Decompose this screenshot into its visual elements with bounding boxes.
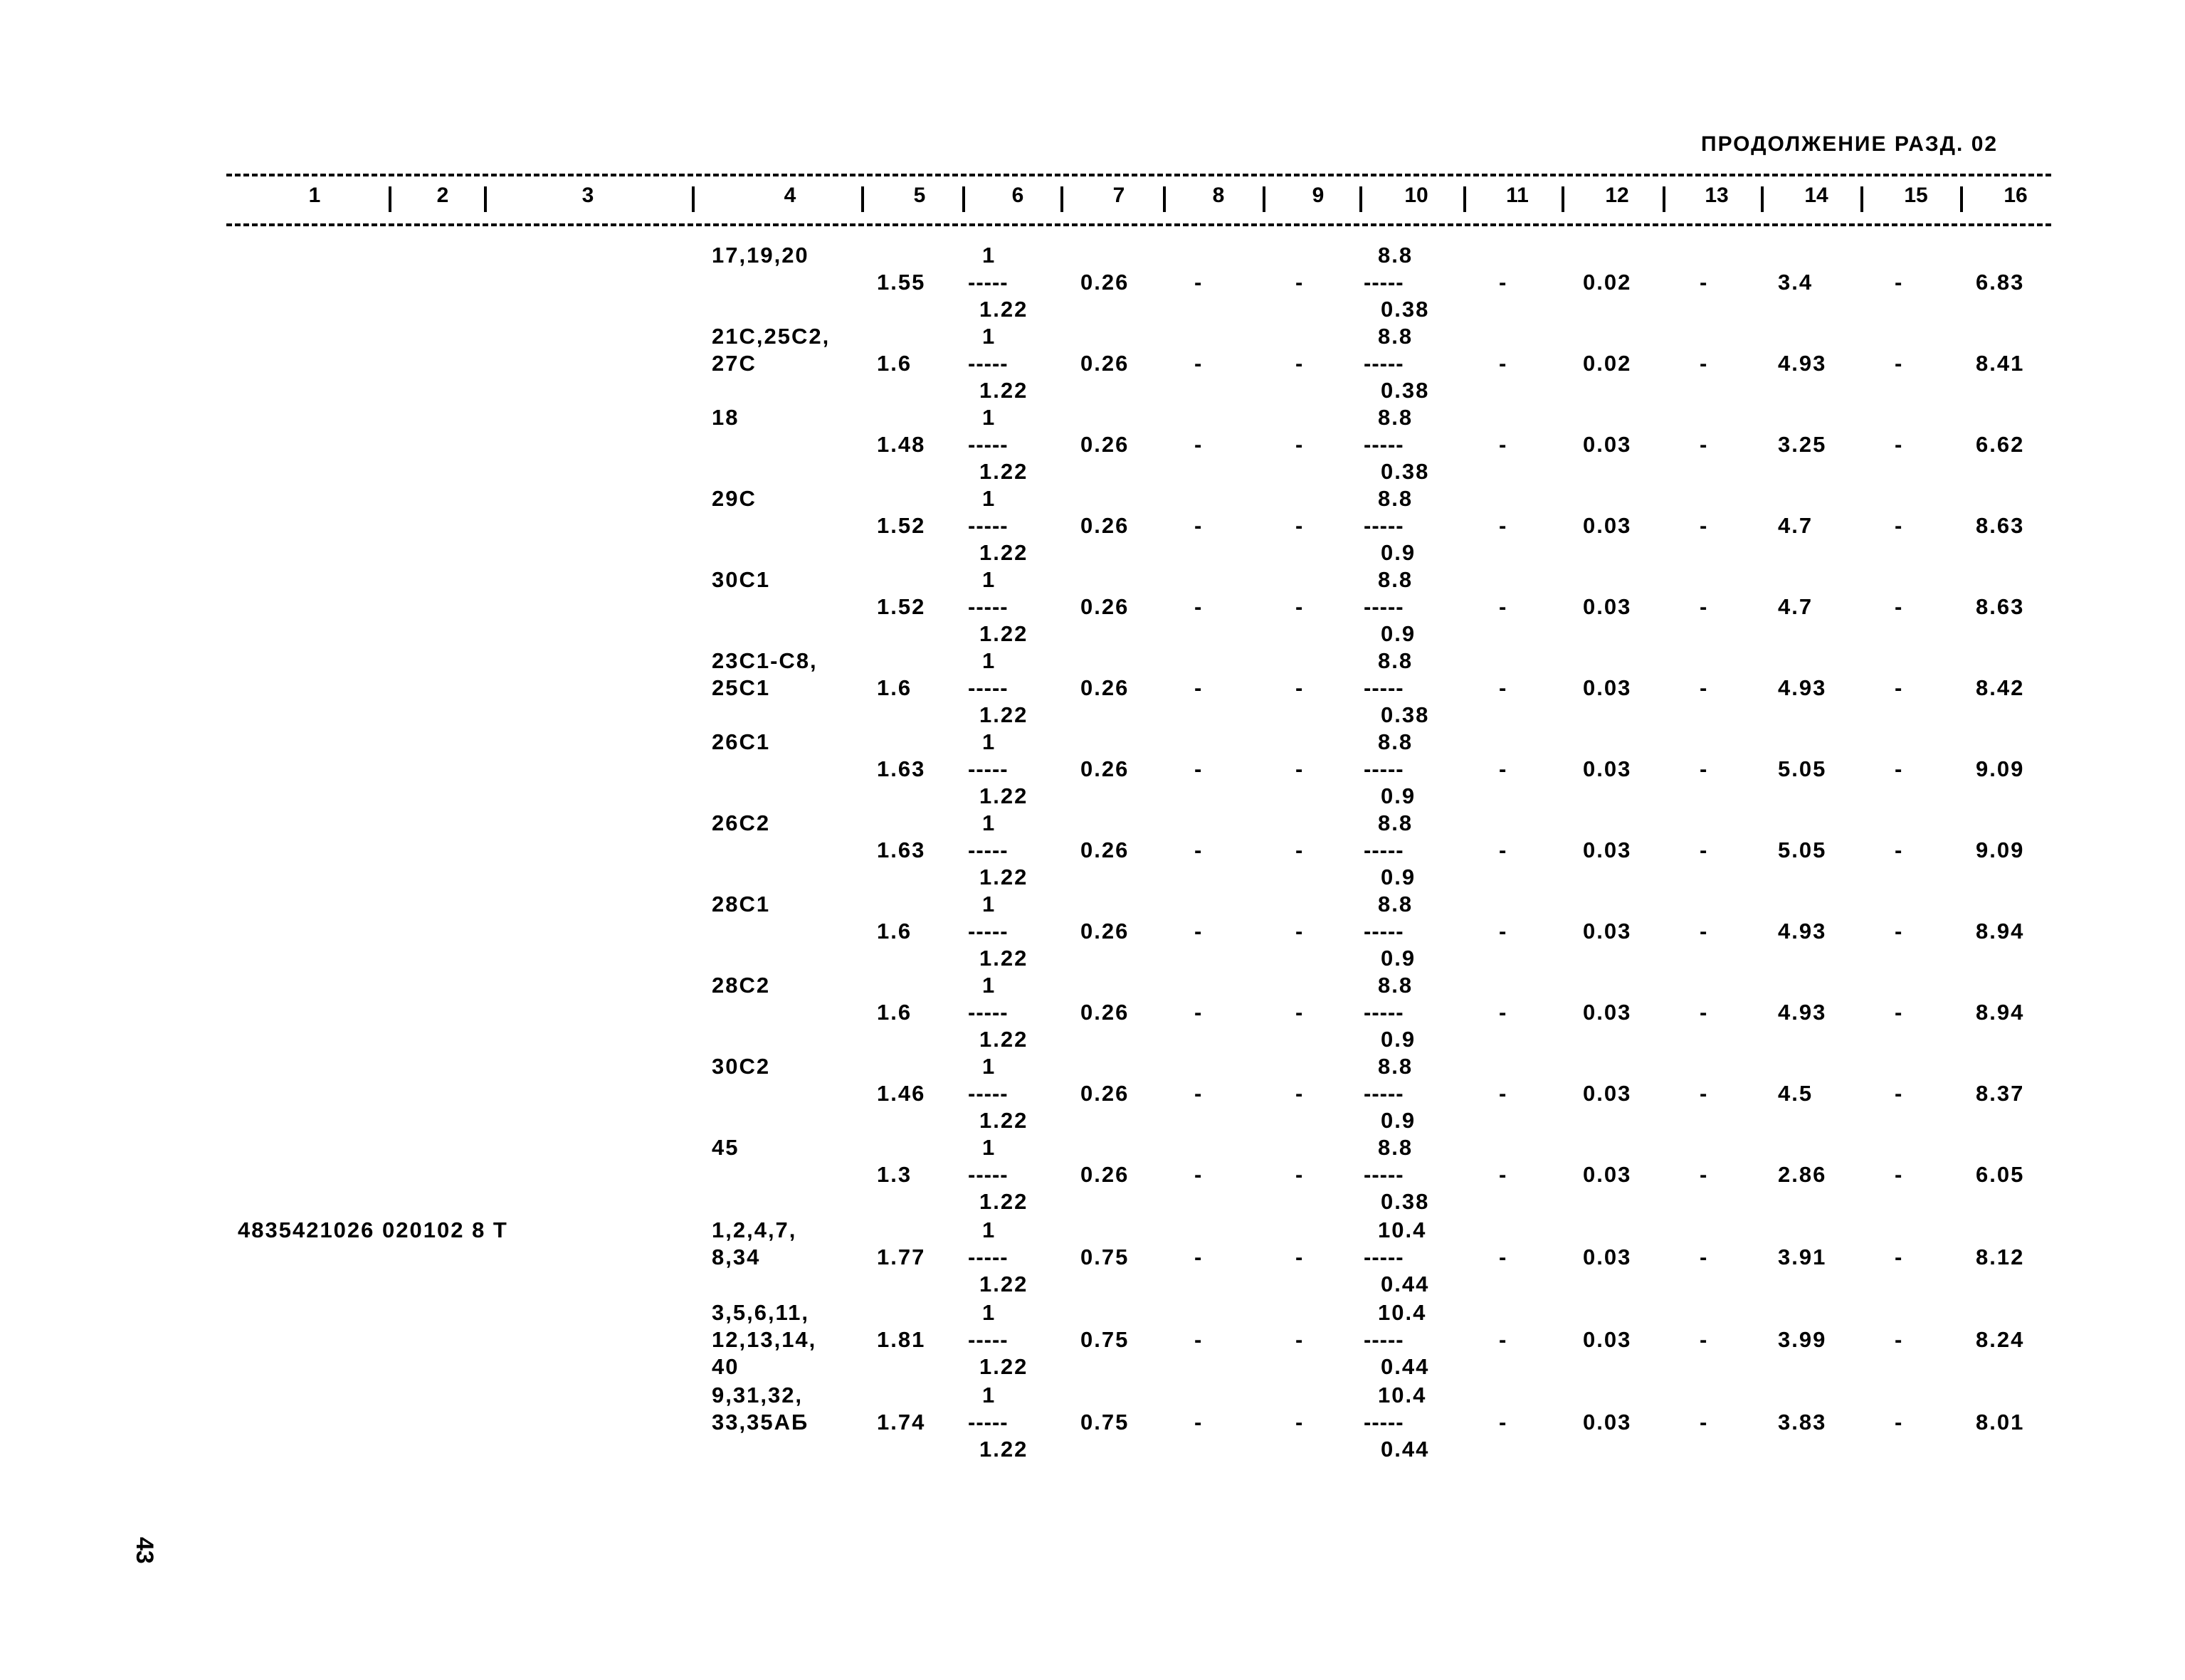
group-code-label: 4835421026 020102 8 T (238, 1217, 508, 1242)
row-8-col12: 0.03 (1583, 838, 1632, 862)
fraction-bar: ----- (968, 1162, 1009, 1187)
row-12-col10-numerator: 8.8 (1378, 1135, 1413, 1160)
fraction-bar: ----- (968, 1245, 1009, 1269)
row-14-col12: 0.03 (1583, 1327, 1632, 1352)
row-10-col16: 8.94 (1976, 1000, 2025, 1025)
column-separator (962, 186, 965, 212)
column-header-9: 9 (1312, 184, 1325, 207)
row-5-col9: - (1295, 594, 1305, 619)
row-14-designation: 12,13,14, (712, 1327, 817, 1352)
row-3-col5: 1.48 (877, 432, 926, 457)
row-5-col8: - (1194, 594, 1204, 619)
row-2-col12: 0.02 (1583, 351, 1632, 376)
column-separator (1060, 186, 1063, 212)
row-15-col11: - (1499, 1410, 1508, 1435)
fraction-bar: ----- (1364, 1162, 1404, 1187)
row-10-col6-numerator: 1 (982, 973, 996, 998)
column-header-8: 8 (1212, 184, 1225, 207)
row-3-col10-numerator: 8.8 (1378, 405, 1413, 430)
row-6-col6-numerator: 1 (982, 648, 996, 673)
row-6-col9: - (1295, 675, 1305, 700)
row-2-col14: 4.93 (1778, 351, 1827, 376)
row-13-col7: 0.75 (1080, 1245, 1130, 1269)
fraction-bar: ----- (968, 1410, 1009, 1435)
row-13-col16: 8.12 (1976, 1245, 2025, 1269)
row-5-col12: 0.03 (1583, 594, 1632, 619)
row-4-col13: - (1700, 513, 1709, 538)
row-2-col10-numerator: 8.8 (1378, 324, 1413, 349)
row-5-col16: 8.63 (1976, 594, 2025, 619)
fraction-bar: ----- (1364, 594, 1404, 619)
row-2-col15: - (1895, 351, 1904, 376)
row-5-col7: 0.26 (1080, 594, 1130, 619)
fraction-bar: ----- (1364, 838, 1404, 862)
row-14-col11: - (1499, 1327, 1508, 1352)
row-14-designation: 40 (712, 1354, 739, 1379)
row-15-designation: 33,35АБ (712, 1410, 809, 1435)
row-13-col14: 3.91 (1778, 1245, 1827, 1269)
row-9-col9: - (1295, 919, 1305, 944)
row-11-designation: 30C2 (712, 1054, 771, 1079)
row-4-designation: 29C (712, 486, 757, 511)
row-12-col15: - (1895, 1162, 1904, 1187)
column-separator (1860, 186, 1863, 212)
column-header-5: 5 (913, 184, 926, 207)
row-14-col5: 1.81 (877, 1327, 926, 1352)
fraction-bar: ----- (968, 675, 1009, 700)
row-3-col10-denominator: 0.38 (1381, 459, 1430, 484)
row-5-col10-denominator: 0.9 (1381, 621, 1416, 646)
row-14-col10-numerator: 10.4 (1378, 1300, 1427, 1325)
row-13-col12: 0.03 (1583, 1245, 1632, 1269)
row-4-col10-numerator: 8.8 (1378, 486, 1413, 511)
row-15-col15: - (1895, 1410, 1904, 1435)
row-7-col6-numerator: 1 (982, 729, 996, 754)
row-8-col13: - (1700, 838, 1709, 862)
fraction-bar: ----- (1364, 513, 1404, 538)
column-header-10: 10 (1404, 184, 1428, 207)
row-1-col16: 6.83 (1976, 270, 2025, 295)
column-header-row (226, 184, 2051, 216)
row-13-col6-denominator: 1.22 (979, 1272, 1028, 1296)
fraction-bar: ----- (1364, 1245, 1404, 1269)
row-2-col11: - (1499, 351, 1508, 376)
row-12-col13: - (1700, 1162, 1709, 1187)
row-8-col10-numerator: 8.8 (1378, 810, 1413, 835)
row-12-col16: 6.05 (1976, 1162, 2025, 1187)
row-8-col5: 1.63 (877, 838, 926, 862)
row-1-col7: 0.26 (1080, 270, 1130, 295)
column-header-3: 3 (581, 184, 594, 207)
row-10-designation: 28C2 (712, 973, 771, 998)
row-4-col12: 0.03 (1583, 513, 1632, 538)
row-4-col6-numerator: 1 (982, 486, 996, 511)
row-7-col15: - (1895, 756, 1904, 781)
row-11-col9: - (1295, 1081, 1305, 1106)
row-7-col9: - (1295, 756, 1305, 781)
row-14-col9: - (1295, 1327, 1305, 1352)
column-header-7: 7 (1112, 184, 1125, 207)
row-11-col14: 4.5 (1778, 1081, 1813, 1106)
fraction-bar: ----- (968, 270, 1009, 295)
row-2-col8: - (1194, 351, 1204, 376)
row-4-col8: - (1194, 513, 1204, 538)
row-7-col10-numerator: 8.8 (1378, 729, 1413, 754)
row-10-col6-denominator: 1.22 (979, 1027, 1028, 1052)
row-6-col10-denominator: 0.38 (1381, 702, 1430, 727)
row-8-col15: - (1895, 838, 1904, 862)
row-5-col6-numerator: 1 (982, 567, 996, 592)
row-15-designation: 9,31,32, (712, 1383, 804, 1407)
row-7-col6-denominator: 1.22 (979, 783, 1028, 808)
fraction-bar: ----- (1364, 1410, 1404, 1435)
row-2-designation: 21C,25C2, (712, 324, 831, 349)
fraction-bar: ----- (968, 1081, 1009, 1106)
row-14-col7: 0.75 (1080, 1327, 1130, 1352)
row-9-col5: 1.6 (877, 919, 912, 944)
row-4-col15: - (1895, 513, 1904, 538)
row-15-col6-denominator: 1.22 (979, 1437, 1028, 1462)
fraction-bar: ----- (968, 919, 1009, 944)
row-10-col14: 4.93 (1778, 1000, 1827, 1025)
row-11-col10-denominator: 0.9 (1381, 1108, 1416, 1133)
row-12-col11: - (1499, 1162, 1508, 1187)
fraction-bar: ----- (968, 594, 1009, 619)
fraction-bar: ----- (1364, 1327, 1404, 1352)
row-11-col7: 0.26 (1080, 1081, 1130, 1106)
row-9-col7: 0.26 (1080, 919, 1130, 944)
row-7-col16: 9.09 (1976, 756, 2025, 781)
row-1-col6-denominator: 1.22 (979, 297, 1028, 322)
row-2-col13: - (1700, 351, 1709, 376)
row-15-col10-numerator: 10.4 (1378, 1383, 1427, 1407)
row-7-col7: 0.26 (1080, 756, 1130, 781)
row-6-col16: 8.42 (1976, 675, 2025, 700)
row-1-col6-numerator: 1 (982, 243, 996, 268)
column-separator (1359, 186, 1362, 212)
row-4-col6-denominator: 1.22 (979, 540, 1028, 565)
column-header-14: 14 (1804, 184, 1828, 207)
row-8-col14: 5.05 (1778, 838, 1827, 862)
row-8-col10-denominator: 0.9 (1381, 865, 1416, 889)
row-4-col7: 0.26 (1080, 513, 1130, 538)
row-3-col6-numerator: 1 (982, 405, 996, 430)
row-7-col14: 5.05 (1778, 756, 1827, 781)
row-14-col6-numerator: 1 (982, 1300, 996, 1325)
row-12-col12: 0.03 (1583, 1162, 1632, 1187)
row-1-col10-denominator: 0.38 (1381, 297, 1430, 322)
row-10-col7: 0.26 (1080, 1000, 1130, 1025)
row-11-col13: - (1700, 1081, 1709, 1106)
row-1-designation: 17,19,20 (712, 243, 809, 268)
row-14-col15: - (1895, 1327, 1904, 1352)
header-bottom-rule (226, 223, 2051, 226)
column-header-12: 12 (1605, 184, 1629, 207)
row-15-col8: - (1194, 1410, 1204, 1435)
column-separator (389, 186, 391, 212)
row-15-col16: 8.01 (1976, 1410, 2025, 1435)
row-3-col11: - (1499, 432, 1508, 457)
column-header-4: 4 (784, 184, 796, 207)
column-separator (484, 186, 487, 212)
row-9-col10-numerator: 8.8 (1378, 892, 1413, 916)
row-8-col11: - (1499, 838, 1508, 862)
row-4-col9: - (1295, 513, 1305, 538)
row-2-col6-denominator: 1.22 (979, 378, 1028, 403)
row-1-col10-numerator: 8.8 (1378, 243, 1413, 268)
row-9-col11: - (1499, 919, 1508, 944)
row-5-col5: 1.52 (877, 594, 926, 619)
row-13-col9: - (1295, 1245, 1305, 1269)
row-14-col16: 8.24 (1976, 1327, 2025, 1352)
row-6-designation: 25C1 (712, 675, 771, 700)
row-13-col5: 1.77 (877, 1245, 926, 1269)
row-1-col14: 3.4 (1778, 270, 1813, 295)
header-top-rule (226, 174, 2051, 176)
row-3-col16: 6.62 (1976, 432, 2025, 457)
row-9-col12: 0.03 (1583, 919, 1632, 944)
row-3-col8: - (1194, 432, 1204, 457)
row-11-col5: 1.46 (877, 1081, 926, 1106)
row-12-col8: - (1194, 1162, 1204, 1187)
row-10-col13: - (1700, 1000, 1709, 1025)
row-12-col9: - (1295, 1162, 1305, 1187)
row-9-col6-numerator: 1 (982, 892, 996, 916)
column-header-1: 1 (308, 184, 321, 207)
row-10-col12: 0.03 (1583, 1000, 1632, 1025)
row-13-col10-numerator: 10.4 (1378, 1217, 1427, 1242)
row-13-col6-numerator: 1 (982, 1217, 996, 1242)
row-12-col7: 0.26 (1080, 1162, 1130, 1187)
row-8-col9: - (1295, 838, 1305, 862)
row-14-col14: 3.99 (1778, 1327, 1827, 1352)
column-separator (692, 186, 695, 212)
row-4-col16: 8.63 (1976, 513, 2025, 538)
row-11-col6-denominator: 1.22 (979, 1108, 1028, 1133)
column-separator (1562, 186, 1564, 212)
row-4-col10-denominator: 0.9 (1381, 540, 1416, 565)
row-11-col12: 0.03 (1583, 1081, 1632, 1106)
row-12-col14: 2.86 (1778, 1162, 1827, 1187)
row-2-col6-numerator: 1 (982, 324, 996, 349)
column-separator (1960, 186, 1963, 212)
row-7-designation: 26C1 (712, 729, 771, 754)
row-6-col5: 1.6 (877, 675, 912, 700)
row-14-col13: - (1700, 1327, 1709, 1352)
row-11-col15: - (1895, 1081, 1904, 1106)
column-separator (861, 186, 864, 212)
row-13-col10-denominator: 0.44 (1381, 1272, 1430, 1296)
row-9-col10-denominator: 0.9 (1381, 946, 1416, 971)
row-11-col16: 8.37 (1976, 1081, 2025, 1106)
row-8-col8: - (1194, 838, 1204, 862)
row-10-col10-numerator: 8.8 (1378, 973, 1413, 998)
row-15-col9: - (1295, 1410, 1305, 1435)
column-header-11: 11 (1506, 184, 1529, 207)
fraction-bar: ----- (1364, 1000, 1404, 1025)
row-9-designation: 28C1 (712, 892, 771, 916)
row-5-col6-denominator: 1.22 (979, 621, 1028, 646)
row-4-col11: - (1499, 513, 1508, 538)
column-separator (1663, 186, 1665, 212)
row-14-col6-denominator: 1.22 (979, 1354, 1028, 1379)
row-15-col13: - (1700, 1410, 1709, 1435)
row-10-col9: - (1295, 1000, 1305, 1025)
row-3-col12: 0.03 (1583, 432, 1632, 457)
row-7-col5: 1.63 (877, 756, 926, 781)
row-10-col8: - (1194, 1000, 1204, 1025)
row-13-col8: - (1194, 1245, 1204, 1269)
fraction-bar: ----- (968, 513, 1009, 538)
fraction-bar: ----- (968, 351, 1009, 376)
row-13-col13: - (1700, 1245, 1709, 1269)
row-3-col14: 3.25 (1778, 432, 1827, 457)
row-7-col12: 0.03 (1583, 756, 1632, 781)
row-2-col5: 1.6 (877, 351, 912, 376)
column-header-6: 6 (1011, 184, 1024, 207)
row-10-col15: - (1895, 1000, 1904, 1025)
row-3-col6-denominator: 1.22 (979, 459, 1028, 484)
row-8-col6-numerator: 1 (982, 810, 996, 835)
row-14-designation: 3,5,6,11, (712, 1300, 809, 1325)
continuation-title: ПРОДОЛЖЕНИЕ РАЗД. 02 (1701, 132, 1999, 156)
row-15-col14: 3.83 (1778, 1410, 1827, 1435)
row-2-col7: 0.26 (1080, 351, 1130, 376)
row-5-col13: - (1700, 594, 1709, 619)
row-8-col16: 9.09 (1976, 838, 2025, 862)
row-13-col11: - (1499, 1245, 1508, 1269)
fraction-bar: ----- (968, 838, 1009, 862)
row-12-col5: 1.3 (877, 1162, 912, 1187)
row-8-col7: 0.26 (1080, 838, 1130, 862)
fraction-bar: ----- (968, 756, 1009, 781)
row-4-col5: 1.52 (877, 513, 926, 538)
row-2-col16: 8.41 (1976, 351, 2025, 376)
column-separator (1263, 186, 1265, 212)
row-6-col11: - (1499, 675, 1508, 700)
row-11-col10-numerator: 8.8 (1378, 1054, 1413, 1079)
row-1-col8: - (1194, 270, 1204, 295)
fraction-bar: ----- (1364, 919, 1404, 944)
column-header-13: 13 (1705, 184, 1729, 207)
column-header-2: 2 (436, 184, 449, 207)
row-13-designation: 1,2,4,7, (712, 1217, 797, 1242)
fraction-bar: ----- (968, 1000, 1009, 1025)
row-9-col15: - (1895, 919, 1904, 944)
row-3-col15: - (1895, 432, 1904, 457)
row-6-col10-numerator: 8.8 (1378, 648, 1413, 673)
fraction-bar: ----- (1364, 432, 1404, 457)
row-2-col9: - (1295, 351, 1305, 376)
row-12-col6-denominator: 1.22 (979, 1189, 1028, 1214)
row-6-col12: 0.03 (1583, 675, 1632, 700)
row-10-col5: 1.6 (877, 1000, 912, 1025)
row-9-col14: 4.93 (1778, 919, 1827, 944)
row-12-col6-numerator: 1 (982, 1135, 996, 1160)
column-separator (1163, 186, 1166, 212)
row-3-designation: 18 (712, 405, 739, 430)
row-9-col8: - (1194, 919, 1204, 944)
row-15-col10-denominator: 0.44 (1381, 1437, 1430, 1462)
row-9-col13: - (1700, 919, 1709, 944)
row-11-col11: - (1499, 1081, 1508, 1106)
row-8-col6-denominator: 1.22 (979, 865, 1028, 889)
column-header-16: 16 (2004, 184, 2028, 207)
row-9-col6-denominator: 1.22 (979, 946, 1028, 971)
row-1-col9: - (1295, 270, 1305, 295)
row-6-col13: - (1700, 675, 1709, 700)
fraction-bar: ----- (968, 1327, 1009, 1352)
row-6-col6-denominator: 1.22 (979, 702, 1028, 727)
row-11-col8: - (1194, 1081, 1204, 1106)
row-15-col5: 1.74 (877, 1410, 926, 1435)
row-5-col10-numerator: 8.8 (1378, 567, 1413, 592)
row-13-designation: 8,34 (712, 1245, 761, 1269)
row-14-col10-denominator: 0.44 (1381, 1354, 1430, 1379)
row-15-col7: 0.75 (1080, 1410, 1130, 1435)
row-3-col13: - (1700, 432, 1709, 457)
row-10-col10-denominator: 0.9 (1381, 1027, 1416, 1052)
row-6-col7: 0.26 (1080, 675, 1130, 700)
fraction-bar: ----- (1364, 351, 1404, 376)
row-5-col11: - (1499, 594, 1508, 619)
row-7-col8: - (1194, 756, 1204, 781)
row-1-col15: - (1895, 270, 1904, 295)
row-3-col7: 0.26 (1080, 432, 1130, 457)
row-1-col12: 0.02 (1583, 270, 1632, 295)
row-1-col5: 1.55 (877, 270, 926, 295)
row-5-designation: 30C1 (712, 567, 771, 592)
row-7-col11: - (1499, 756, 1508, 781)
row-8-designation: 26C2 (712, 810, 771, 835)
row-2-col10-denominator: 0.38 (1381, 378, 1430, 403)
row-12-designation: 45 (712, 1135, 739, 1160)
row-7-col10-denominator: 0.9 (1381, 783, 1416, 808)
row-6-col14: 4.93 (1778, 675, 1827, 700)
column-separator (1761, 186, 1764, 212)
row-6-col15: - (1895, 675, 1904, 700)
row-15-col6-numerator: 1 (982, 1383, 996, 1407)
row-15-col12: 0.03 (1583, 1410, 1632, 1435)
fraction-bar: ----- (1364, 1081, 1404, 1106)
row-13-col15: - (1895, 1245, 1904, 1269)
row-7-col13: - (1700, 756, 1709, 781)
row-4-col14: 4.7 (1778, 513, 1813, 538)
column-separator (1463, 186, 1466, 212)
row-10-col11: - (1499, 1000, 1508, 1025)
column-header-15: 15 (1904, 184, 1928, 207)
row-1-col13: - (1700, 270, 1709, 295)
row-14-col8: - (1194, 1327, 1204, 1352)
fraction-bar: ----- (1364, 270, 1404, 295)
page-number: 43 (131, 1537, 158, 1564)
fraction-bar: ----- (1364, 756, 1404, 781)
row-1-col11: - (1499, 270, 1508, 295)
row-2-designation: 27C (712, 351, 757, 376)
row-3-col9: - (1295, 432, 1305, 457)
row-11-col6-numerator: 1 (982, 1054, 996, 1079)
row-6-designation: 23C1-C8, (712, 648, 818, 673)
row-5-col15: - (1895, 594, 1904, 619)
fraction-bar: ----- (1364, 675, 1404, 700)
row-9-col16: 8.94 (1976, 919, 2025, 944)
row-12-col10-denominator: 0.38 (1381, 1189, 1430, 1214)
fraction-bar: ----- (968, 432, 1009, 457)
row-6-col8: - (1194, 675, 1204, 700)
row-5-col14: 4.7 (1778, 594, 1813, 619)
